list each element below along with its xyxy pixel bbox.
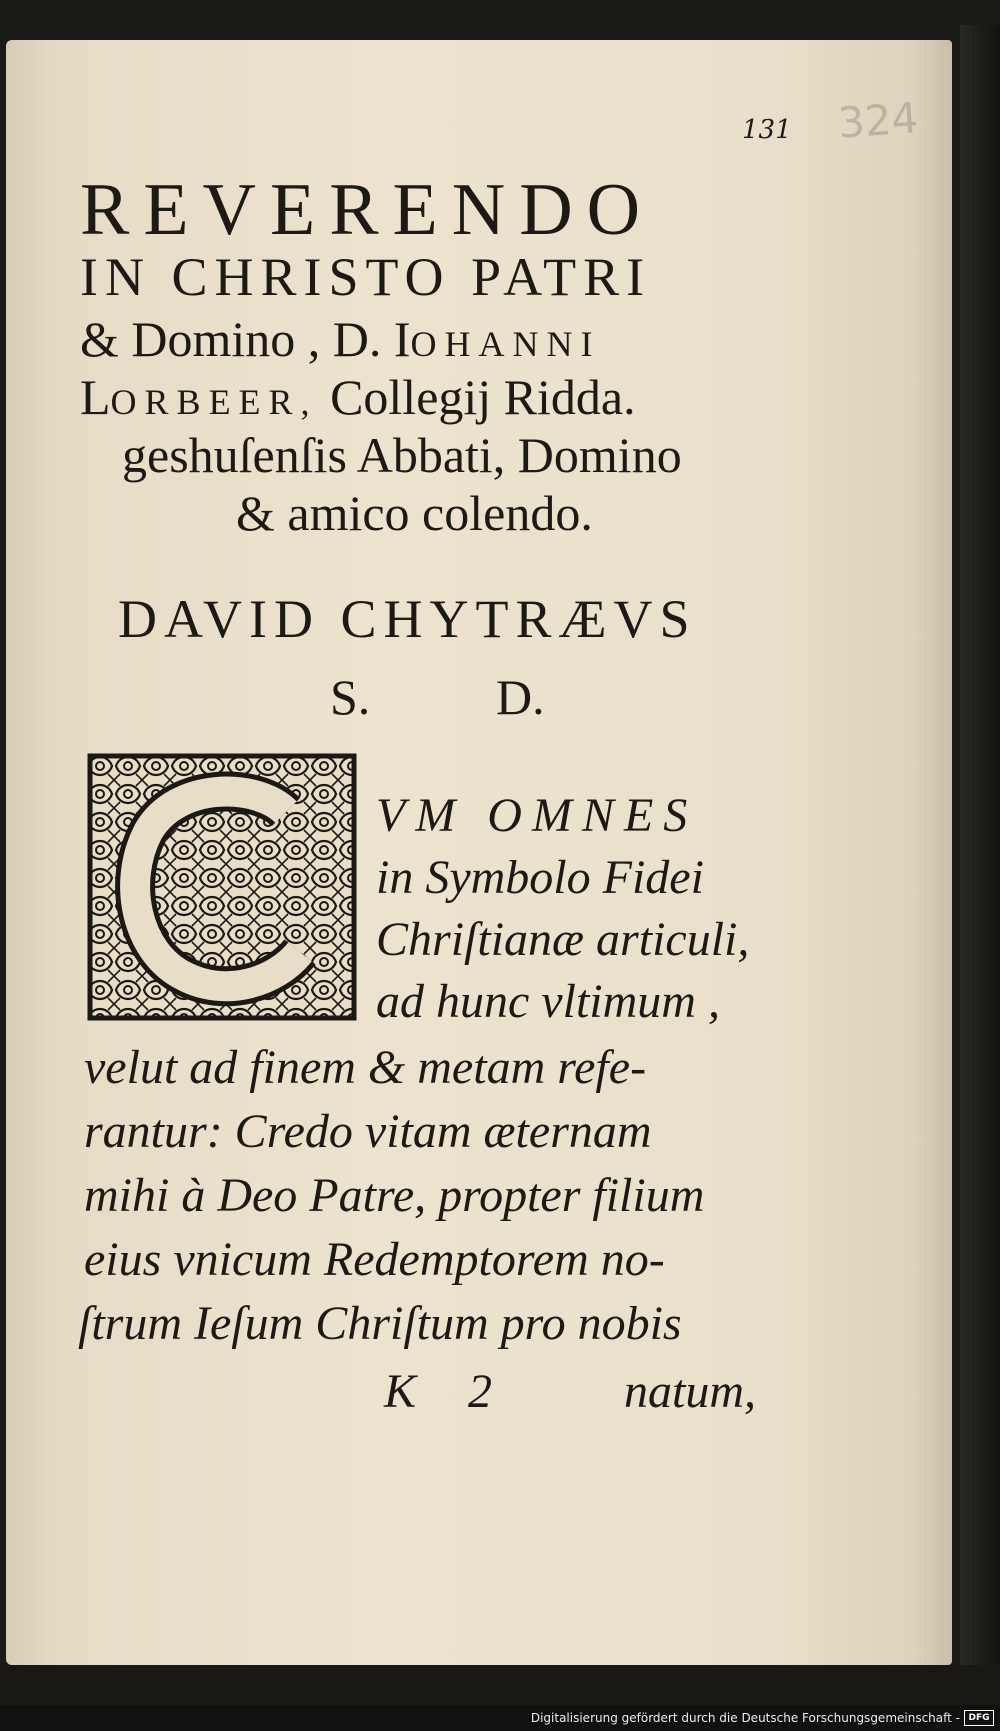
dedication-line-4 <box>80 368 636 426</box>
dedication-line-2: IN CHRISTO PATRI <box>80 247 652 307</box>
dedication-line-4b: ORBEER, <box>110 382 318 422</box>
dedication-line-4a: L <box>80 369 111 425</box>
body-line-6: rantur: Credo vitam æternam <box>84 1105 652 1158</box>
pencil-shelfmark: 324 <box>836 93 920 148</box>
author-name: DAVID CHYTRÆVS <box>118 589 697 649</box>
body-line-1: VM OMNES <box>376 789 698 842</box>
dedication-line-3a: & Domino , D. I <box>80 311 411 367</box>
body-line-8: eius vnicum Redemptorem no- <box>84 1233 665 1286</box>
salutation-d: D. <box>496 669 545 725</box>
book-spine-shadow <box>960 25 1000 1685</box>
signature-mark: K 2 <box>384 1365 513 1418</box>
dedication-line-5: geshuſenſis Abbati, Domino <box>122 427 682 483</box>
body-line-5: velut ad finem & metam refe- <box>84 1041 647 1094</box>
body-line-3: Chriſtianæ articuli, <box>376 913 750 966</box>
dfg-logo: DFG <box>964 1710 994 1726</box>
salutation-s: S. <box>330 669 371 725</box>
dedication-line-3 <box>80 310 601 368</box>
bottom-shadow <box>0 1665 1000 1705</box>
page-number: 131 <box>742 115 792 145</box>
body-line-9: ſtrum Ieſum Chriſtum pro nobis <box>78 1297 682 1350</box>
footer-credit: Digitalisierung gefördert durch die Deutsche Forschungsgemeinschaft - <box>530 1711 960 1725</box>
catchword: natum, <box>624 1365 756 1418</box>
dedication-line-4c: Collegij Ridda. <box>317 369 636 425</box>
dedication-line-1: REVERENDO <box>80 169 655 251</box>
dedication-line-6: & amico colendo. <box>236 485 593 541</box>
body-line-7: mihi à Deo Patre, propter filium <box>84 1169 705 1222</box>
ornamental-initial-c <box>86 752 358 1022</box>
dedication-line-3b: OHANNI <box>410 324 601 364</box>
body-line-4: ad hunc vltimum , <box>376 975 720 1028</box>
body-line-2: in Symbolo Fidei <box>376 851 704 904</box>
